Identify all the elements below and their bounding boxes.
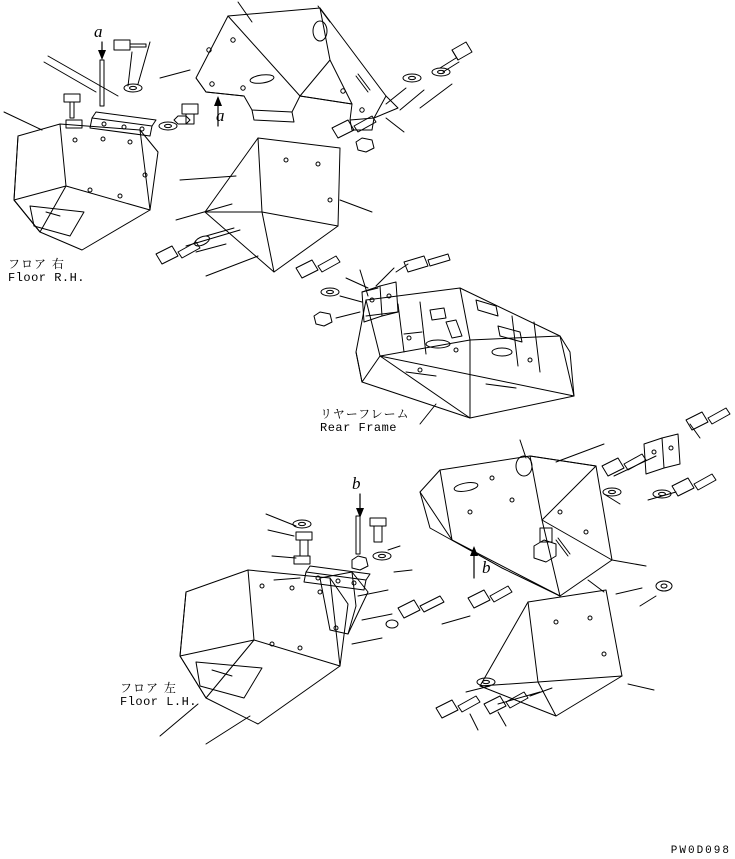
caption-floor-rh-jp: フロア 右 (8, 257, 65, 271)
caption-rear-frame-en: Rear Frame (320, 420, 398, 435)
fastener-cluster-bottom (386, 586, 528, 718)
caption-floor-rh (8, 258, 85, 286)
callout-b-top: b (352, 474, 361, 493)
caption-rear-frame-jp: リヤーフレーム (320, 407, 410, 421)
rh-side-plate (205, 138, 340, 272)
fastener-cluster-mid-left (156, 234, 211, 264)
rear-frame-body (356, 288, 574, 418)
lh-splash-plate (320, 572, 368, 634)
callout-a-mid: a (216, 106, 225, 125)
caption-floor-rh-en: Floor R.H. (8, 270, 86, 285)
lh-side-plate (480, 590, 622, 716)
callout-a-top: a (94, 22, 103, 41)
callout-b-bottom: b (482, 558, 491, 577)
caption-rear-frame (320, 408, 410, 436)
document-id: PW0D098 (670, 845, 731, 857)
caption-floor-lh-en: Floor L.H. (120, 694, 198, 709)
floor-rh-mount-bar (90, 112, 156, 136)
fastener-cluster-top-right (332, 42, 472, 152)
lh-fender-panel (420, 456, 612, 596)
fastener-cluster-lower-left (293, 516, 391, 570)
caption-floor-lh (120, 682, 197, 710)
caption-floor-lh-jp: フロア 左 (120, 681, 177, 695)
rh-fender-panel (196, 8, 398, 130)
floor-rh-body (14, 124, 158, 250)
